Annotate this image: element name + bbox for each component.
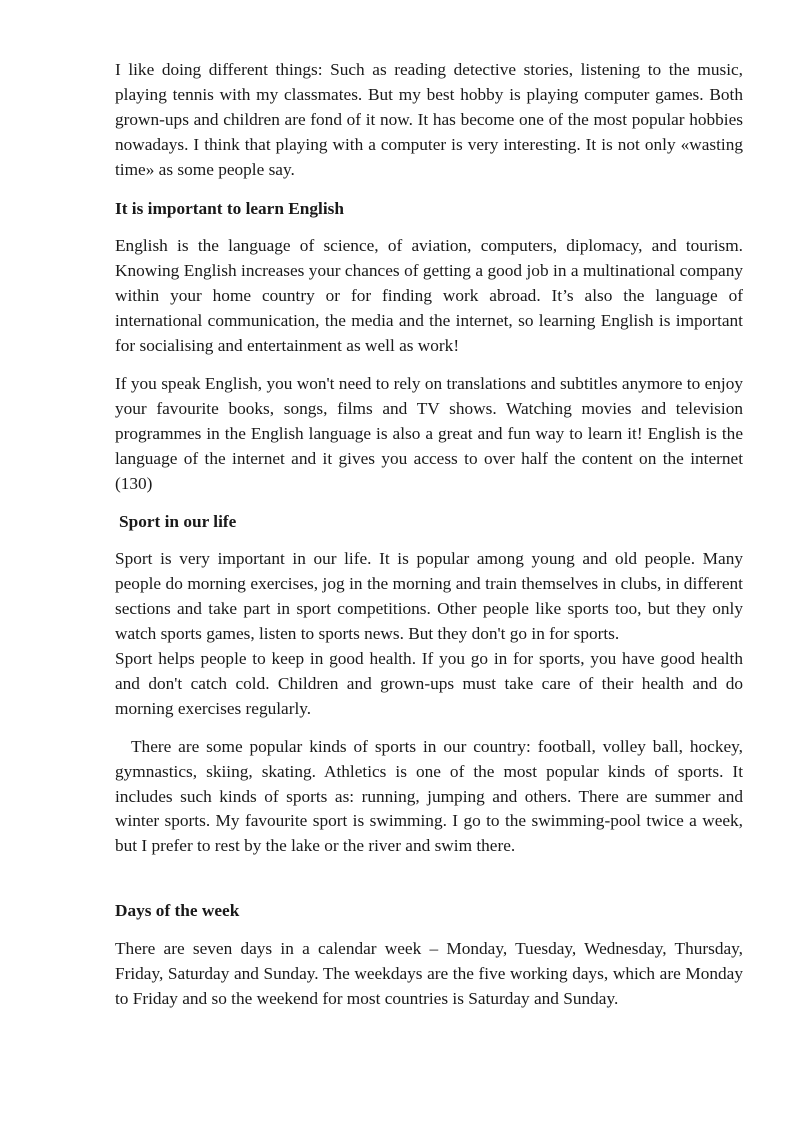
paragraph-sport-3: There are some popular kinds of sports in our country: football, volley ball, hockey, gymnastics, skiing, skating. Athletics is one of the most popular kinds of sports. It includes such kinds of sports as: running, jumping and others. There are summer and winter sports. My favourite sport is swimming. I go to the swimming-pool twice a week, but I prefer to rest by the lake or the river and swim there. (115, 736, 743, 856)
heading-sport: Sport in our life (119, 511, 237, 531)
heading-days-of-week: Days of the week (115, 901, 240, 921)
paragraph-days: There are seven days in a calendar week – Monday, Tuesday, Wednesday, Thursday, Friday, Saturday and Sunday. The weekdays are the five working days, which are Monday to Friday and so the weekend for most countries is Saturday and Sunday. (115, 939, 743, 1008)
paragraph-sport-1: Sport is very important in our life. It is popular among young and old people. Many people do morning exercises, jog in the morning and train themselves in clubs, in different sections and take part in sport competitions. Other people like sports too, but they only watch sports games, listen to sports news. But they don't go in for sports. (115, 549, 743, 644)
paragraph-english-2: If you speak English, you won't need to rely on translations and subtitles anymore to enjoy your favourite books, songs, films and TV shows. Watching movies and television programmes in the English language is also a great and fun way to learn it! English is the language of the internet and it gives you access to over half the content on the internet (130) (115, 373, 743, 493)
heading-learn-english: It is important to learn English (115, 198, 344, 218)
paragraph-sport-2: Sport helps people to keep in good health. If you go in for sports, you have good health and don't catch cold. Children and grown-ups must take care of their health and do morning exercises regularly. (115, 649, 743, 718)
document-page (115, 58, 743, 1012)
paragraph-english-1: English is the language of science, of aviation, computers, diplomacy, and tourism. Knowing English increases your chances of getting a good job in a multinational company within your home country or for finding work abroad. It’s also the language of international communication, the media and the internet, so learning English is important for socialising and entertainment as well as work! (115, 236, 743, 356)
paragraph-hobby: I like doing different things: Such as reading detective stories, listening to the music, playing tennis with my classmates. But my best hobby is playing computer games. Both grown-ups and children are fond of it now. It has become one of the most popular hobbies nowadays. I think that playing with a computer is very interesting. It is not only «wasting time» as some people say. (115, 60, 743, 179)
